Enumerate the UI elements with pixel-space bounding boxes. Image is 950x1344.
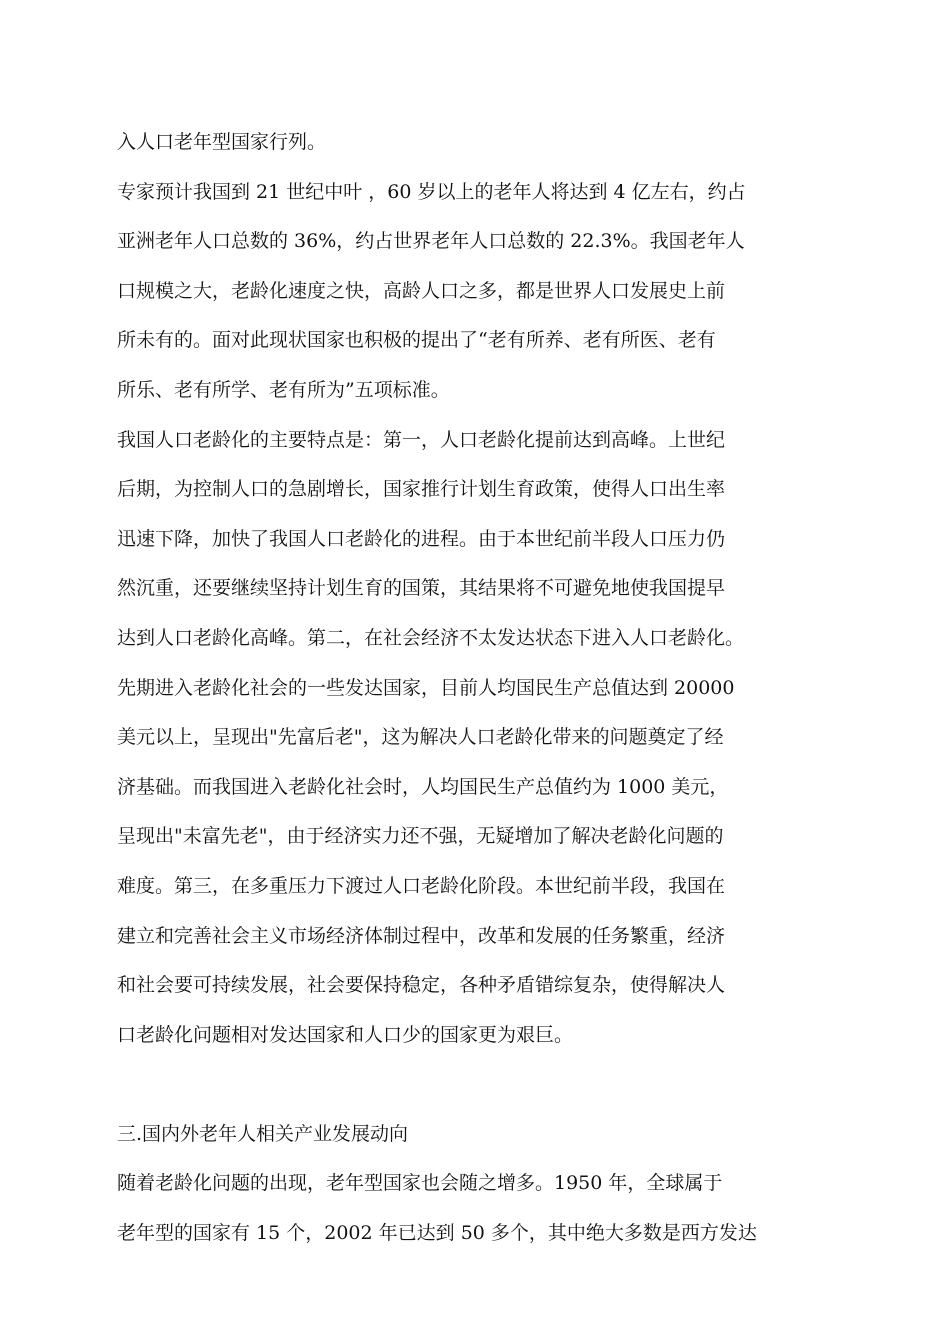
text-line: 口老龄化问题相对发达国家和人口少的国家更为艰巨。	[117, 1023, 574, 1046]
text-line: 和社会要可持续发展，社会要保持稳定，各种矛盾错综复杂，使得解决人	[117, 974, 726, 997]
text-line: 建立和完善社会主义市场经济体制过程中，改革和发展的任务繁重，经济	[117, 924, 726, 947]
text-line: 老年型的国家有 15 个，2002 年已达到 50 多个，其中绝大多数是西方发达	[117, 1222, 757, 1245]
text-line: 我国人口老龄化的主要特点是：第一，人口老龄化提前达到高峰。上世纪	[117, 428, 726, 451]
text-line: 济基础。而我国进入老龄化社会时，人均国民生产总值约为 1000 美元，	[117, 775, 729, 798]
text-line: 所乐、老有所学、老有所为”五项标准。	[117, 378, 450, 401]
section-heading: 三.国内外老年人相关产业发展动向	[117, 1122, 409, 1145]
text-line: 美元以上，呈现出"先富后老"，这为解决人口老龄化带来的问题奠定了经	[117, 726, 724, 749]
text-line: 迅速下降，加快了我国人口老龄化的进程。由于本世纪前半段人口压力仍	[117, 527, 726, 550]
text-line: 亚洲老年人口总数的 36%，约占世界老年人口总数的 22.3%。我国老年人	[117, 230, 745, 253]
text-line: 达到人口老龄化高峰。第二，在社会经济不太发达状态下进入人口老龄化。	[117, 626, 745, 649]
text-line: 入人口老年型国家行列。	[117, 131, 327, 153]
text-line: 随着老龄化问题的出现，老年型国家也会随之增多。1950 年，全球属于	[117, 1172, 723, 1195]
text-line: 专家预计我国到 21 世纪中叶 ，60 岁以上的老年人将达到 4 亿左右，约占	[117, 180, 746, 203]
text-line: 呈现出"未富先老"，由于经济实力还不强，无疑增加了解决老龄化问题的	[117, 825, 724, 848]
blank-line	[117, 1060, 842, 1110]
text-line: 难度。第三，在多重压力下渡过人口老龄化阶段。本世纪前半段，我国在	[117, 874, 726, 897]
text-line: 所未有的。面对此现状国家也积极的提出了“老有所养、老有所医、老有	[117, 329, 716, 352]
text-line: 后期，为控制人口的急剧增长，国家推行计划生育政策，使得人口出生率	[117, 478, 726, 501]
document-body	[117, 118, 842, 1259]
text-line: 先期进入老龄化社会的一些发达国家，目前人均国民生产总值达到 20000	[117, 676, 735, 699]
text-line: 然沉重，还要继续坚持计划生育的国策，其结果将不可避免地使我国提早	[117, 577, 726, 600]
text-line: 口规模之大，老龄化速度之快，高龄人口之多，都是世界人口发展史上前	[117, 279, 726, 302]
